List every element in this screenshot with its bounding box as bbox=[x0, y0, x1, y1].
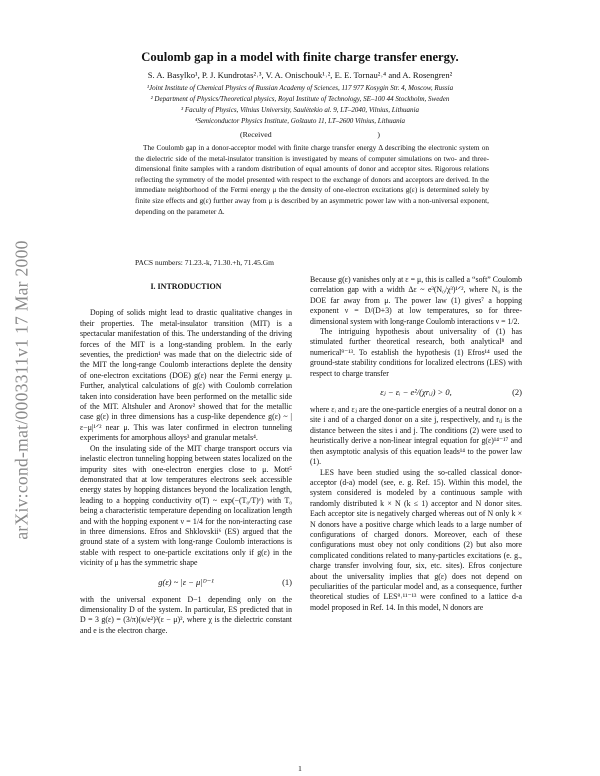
abstract-text: The Coulomb gap in a donor-acceptor model with finite charge transfer energy Δ describing the electronic system on the dielectric side of the metal-insulator transition is investigated by means of computer simulations on two- and three-dimensional finite samples with a random distribution of equal amounts of donor and acceptor sites. Rigorous relations reflecting the symmetry of the model presented with respect to the exchange of donors and acceptors are derived. In the immediate neighborhood of the Fermi energy μ the the density of one-electron excitations g(ε) is determined solely by finite size effects and g(ε) further away from μ is described by an asymmetric power law with a non-universal exponent, depending on the parameter Δ. bbox=[135, 143, 489, 216]
arxiv-sidebar-stamp bbox=[4, 210, 40, 570]
right-column bbox=[310, 275, 522, 613]
pacs-numbers: PACS numbers: 71.23.-k, 71.30.+h, 71.45.Gm bbox=[135, 258, 274, 267]
affiliation-2: ² Department of Physics/Theoretical physics, Royal Institute of Technology, SE–100 44 Stockholm, Sweden bbox=[150, 95, 450, 103]
author-list: S. A. Basylko¹, P. J. Kundrotas²˒³, V. A. Onischouk¹˒², E. E. Tornau²˒⁴ and A. Rosengren² bbox=[147, 70, 453, 80]
equation-1 bbox=[80, 573, 292, 593]
received-close: ) bbox=[377, 130, 380, 139]
equation-2 bbox=[310, 383, 522, 403]
affiliation-3: ³ Faculty of Physics, Vilnius University, Saulėtekio al. 9, LT–2040, Vilnius, Lithuania bbox=[181, 106, 419, 114]
paper-title: Coulomb gap in a model with finite charge transfer energy. bbox=[141, 50, 459, 64]
received-line bbox=[240, 130, 380, 139]
equation-number: (1) bbox=[282, 576, 292, 587]
paragraph: LES have been studied using the so-called classical donor-acceptor (d-a) model (see, e. g. Ref. 15). Within this model, the system considered is modeled by a continuous sample with randomly distributed k × N (k ≤ 1) acceptor and N donor sites. Each acceptor site is negatively charged whereas out of N only k × N donors have a positive charge which leads to a large number of configurations of charged donors. Moreover, each of these configurations must obey not only conditions (2) but also more complicated conditions related to many-particles excitations (e. g., charge transfer involving four, six, etc. sites). Efros conjecture about the universality implies that g(ε) does not depend on peculiarities of the particular model and, as a consequence, further theoretical studies of LES⁹˒¹¹⁻¹³ were confined to a lattice d-a model proposed in Ref. 14. In this model, N donors are bbox=[310, 467, 522, 612]
abstract bbox=[135, 143, 489, 217]
left-column bbox=[80, 282, 292, 636]
paragraph: with the universal exponent D−1 depending only on the dimensionality D of the system. In particular, ES predicted that in D = 3 g(ε) = (3/π)(κ/e²)³(ε − μ)², where χ is the dielectric constant and e is the electron charge. bbox=[80, 594, 292, 635]
arxiv-identifier: arXiv:cond-mat/0003311v1 17 Mar 2000 bbox=[11, 240, 32, 540]
received-label: (Received bbox=[240, 130, 272, 139]
paragraph: Doping of solids might lead to drastic qualitative changes in their properties. The metal-insulator transition (MIT) is a spectacular manifestation of this. The understanding of the driving forces of the MIT is a long-standing problem. In the early seventies, the prediction¹ was made that on the dielectric side of the MIT the long-range Coulomb interactions deplete the density of one-electron excitations (DOE) g(ε) near the Fermi energy μ. Further, analytical calculations of g(ε) with Coulomb correlation taken into consideration have been performed on the metallic side of the MIT. Altshuler and Aronov² showed that for the metallic case g(ε) in three dimensions has a cusp-like dependence g(ε) ~ |ε−μ|¹ᐟ² near μ. This was later confirmed in electron tunneling experiments for amorphous alloys³ and granular metals⁴. bbox=[80, 308, 292, 443]
equation-body: εⱼ − εᵢ − e²/(χrᵢⱼ) > 0, bbox=[380, 387, 452, 398]
page-number: 1 bbox=[298, 764, 302, 773]
paragraph: where εᵢ and εⱼ are the one-particle energies of a neutral donor on a site i and of a charged donor on a site j, respectively, and rᵢⱼ is the distance between the sites i and j. The conditions (2) were used to heuristically derive a non-linear integral equation for g(ε)¹⁴⁻¹⁷ and then asymptotic analysis of this equation leads¹⁴ to the power law (1). bbox=[310, 405, 522, 467]
paragraph: Because g(ε) vanishes only at ε = μ, this is called a “soft” Coulomb correlation gap with a width Δε ~ e³(N₀/χ³)¹ᐟ², where N₀ is the DOE far away from μ. The power law (1) gives⁷ a hopping exponent ν = D/(D+3) at low temperatures, so for three-dimensional system with long-range Coulomb interactions ν = 1/2. bbox=[310, 275, 522, 326]
paragraph: On the insulating side of the MIT charge transport occurs via inelastic electron tunneling hopping between states localized on the impurity sites with one-electron energies close to μ. Mott⁵ demonstrated that at low temperatures electrons seek accessible energy states by hopping distances beyond the localization length, leading to a hopping conductivity σ(T) ~ exp(−(T₀/T)ᵛ) with T₀ being a characteristic temperature depending on localization length and with the hopping exponent ν = 1/4 for the non-interacting case in three dimensions. Efros and Shklovskii⁶ (ES) argued that the ground state of a system with long-range Coulomb interactions is stable with respect to one-particle excitations only if g(ε) in the vicinity of μ has the symmetric shape bbox=[80, 443, 292, 568]
affiliation-4: ⁴Semiconductor Physics Institute, Goštauto 11, LT–2600 Vilnius, Lithuania bbox=[194, 117, 406, 125]
affiliation-1: ¹Joint Institute of Chemical Physics of Russian Academy of Sciences, 117 977 Kosygin Str. 4, Moscow, Russia bbox=[146, 84, 454, 92]
equation-body: g(ε) ~ |ε − μ|ᴰ⁻¹ bbox=[158, 576, 214, 587]
equation-number: (2) bbox=[512, 387, 522, 398]
section-heading: I. INTRODUCTION bbox=[150, 282, 222, 291]
paragraph: The intriguing hypothesis about universality of (1) has stimulated further theoretical research, both analytical⁸ and numerical⁹⁻¹³. To establish the hypothesis (1) Efros¹⁴ used the ground-state stability conditions for localized electrons (LES) with respect to charge transfer bbox=[310, 327, 522, 378]
